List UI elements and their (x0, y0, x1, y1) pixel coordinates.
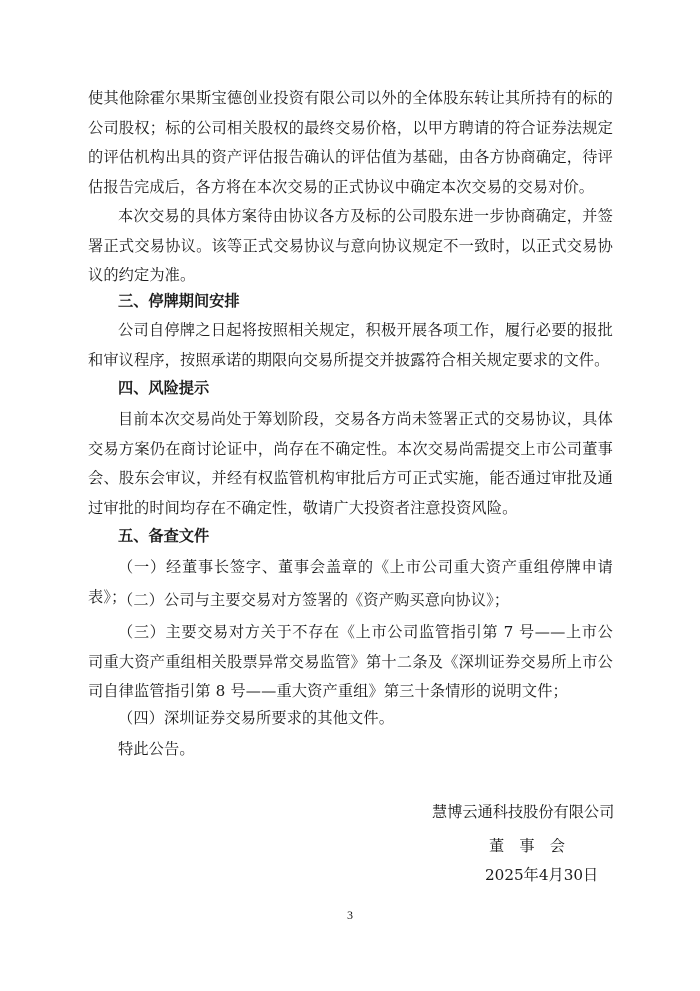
paragraph-formal-agreement: 本次交易的具体方案待由协议各方及标的公司股东进一步协商确定，并签署正式交易协议。该等正式交易协议与意向协议规定不一致时，以正式交易协议的约定为准。 (88, 207, 613, 284)
heading-suspension-arrangement: 三、停牌期间安排 (118, 292, 240, 310)
heading-risk-warning: 四、风险提示 (118, 379, 210, 397)
paragraph-transaction-price: 使其他除霍尔果斯宝德创业投资有限公司以外的全体股东转让其所持有的标的公司股权；标的公司相关股权的最终交易价格，以甲方聘请的符合证券法规定的评估机构出具的资产评估报告确认的评估值为基础，由各方协商确定，待评估报告完成后，各方将在本次交易的正式协议中确定本次交易的交易对价。 (88, 89, 613, 196)
heading-reference-documents: 五、备查文件 (118, 527, 210, 545)
page-number: 3 (347, 908, 353, 922)
reference-document-item: （三）主要交易对方关于不存在《上市公司监管指引第 7 号——上市公司重大资产重组相关股票异常交易监管》第十二条及《深圳证券交易所上市公司自律监管指引第 8 号——重大资产重组》第三十条情形的说明文件； (88, 623, 613, 700)
reference-document-item: （二）公司与主要交易对方签署的《资产购买意向协议》； (118, 591, 510, 609)
signature-board: 董 事 会 (489, 837, 565, 855)
signature-company: 慧博云通科技股份有限公司 (432, 803, 615, 821)
paragraph-suspension: 公司自停牌之日起将按照相关规定，积极开展各项工作，履行必要的报批和审议程序，按照承诺的期限向交易所提交并披露符合相关规定要求的文件。 (88, 321, 613, 369)
reference-document-item: （四）深圳证券交易所要求的其他文件。 (118, 709, 395, 727)
paragraph-risk: 目前本次交易尚处于筹划阶段，交易各方尚未签署正式的交易协议，具体交易方案仍在商讨论证中，尚存在不确定性。本次交易尚需提交上市公司董事会、股东会审议，并经有权监管机构审批后方可正式实施，能否通过审批及通过审批的时间均存在不确定性，敬请广大投资者注意投资风险。 (88, 410, 613, 517)
signature-date: 2025年4月30日 (485, 866, 599, 884)
reference-document-item: （一）经董事长签字、董事会盖章的《上市公司重大资产重组停牌申请表》； (88, 558, 613, 606)
closing-statement: 特此公告。 (118, 740, 195, 758)
